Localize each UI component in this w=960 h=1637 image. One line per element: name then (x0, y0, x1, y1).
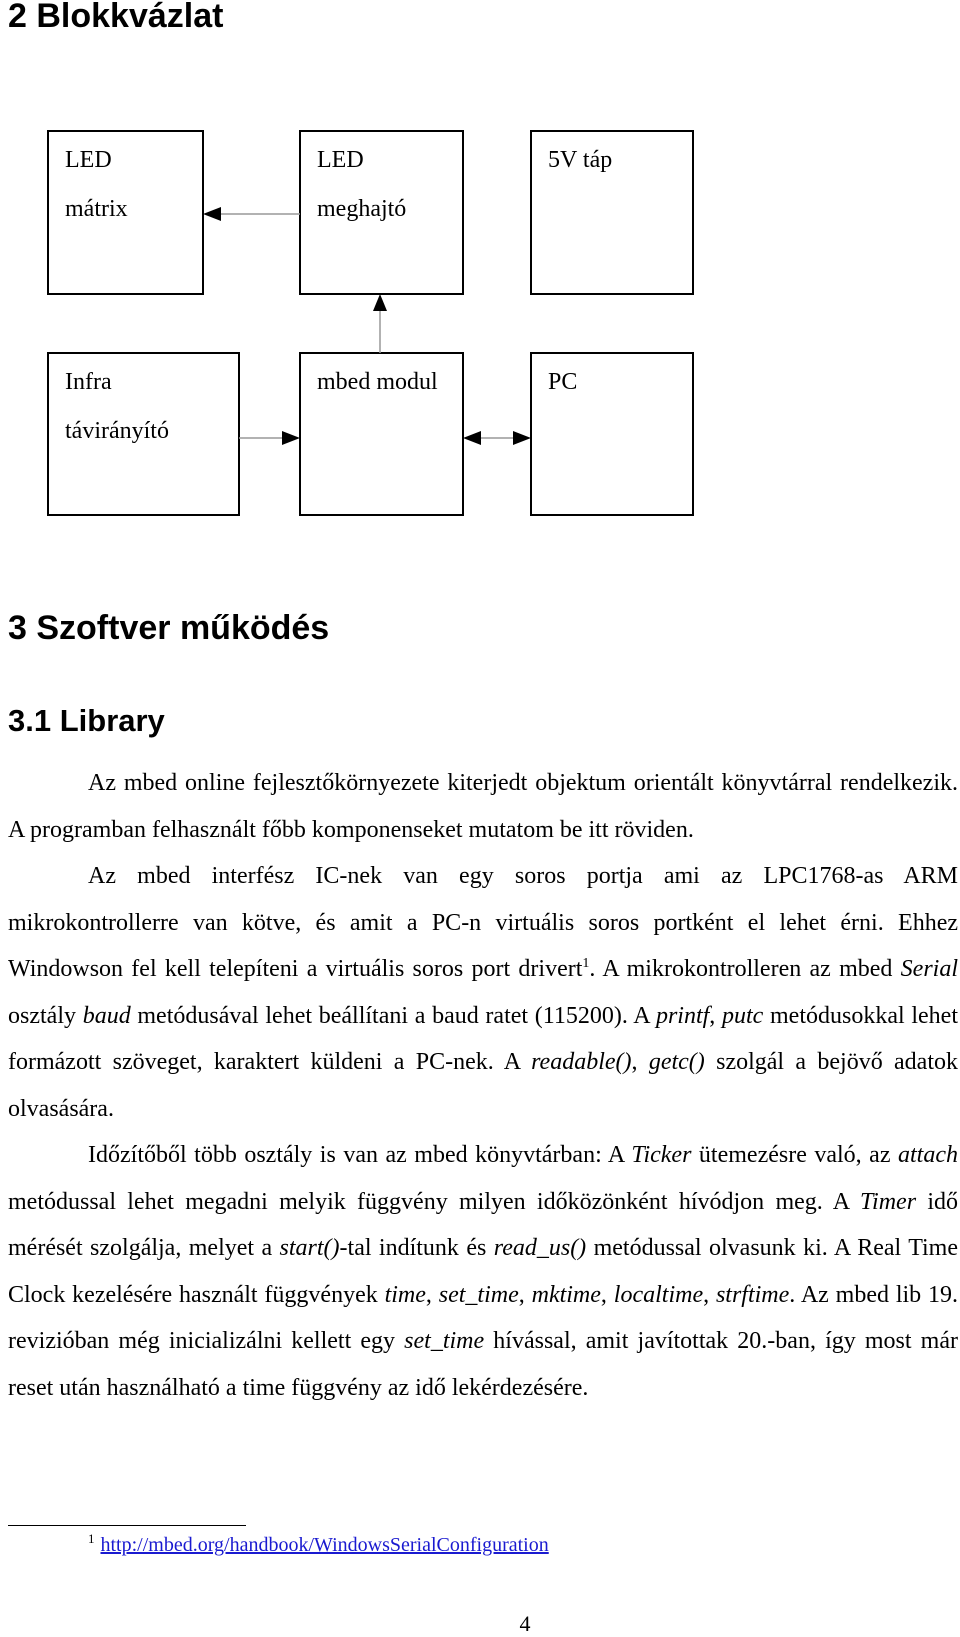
code-term: baud (82, 1002, 131, 1029)
text-run: , (703, 1281, 716, 1308)
code-term: time (384, 1281, 426, 1308)
footnote-link[interactable]: http://mbed.org/handbook/WindowsSerialConfiguration (100, 1534, 549, 1556)
text-run: metódussal lehet megadni melyik függvény milyen időközönként hívódjon meg. A (8, 1188, 861, 1215)
arrowhead-mbed-side (463, 431, 481, 445)
text-run: idő mérését szolgálja, melyet a (8, 1188, 958, 1261)
box-led-matrix-label-1: LED (65, 147, 112, 173)
arrowhead-to-matrix (203, 207, 221, 221)
box-5v-supply-label: 5V táp (548, 147, 613, 173)
text-run: szolgál a bejövő adatok olvasására. (8, 1049, 958, 1122)
text-run: , (600, 1281, 614, 1308)
text-run: metódussal olvasunk ki. A Real Time Clock kezelésére használt függvények (8, 1235, 958, 1308)
text-run: . Az mbed lib 19. revizióban még inicializálni kellett egy (8, 1281, 959, 1354)
section-3-1-heading: 3.1 Library (8, 703, 165, 738)
text-run: metódusával lehet beállítani a baud ratet (115200). A (130, 1002, 656, 1029)
text-run: , (518, 1281, 532, 1308)
text-run: hívással, amit javítottak 20.-ban, így most már reset után használható a time függvény az idő lekérdezésére. (8, 1328, 958, 1401)
paragraph-1: Az mbed online fejlesztőkörnyezete kiterjedt objektum orientált könyvtárral rendelkezik. A programban felhasznált főbb komponenseket mutatom be itt röviden. (8, 770, 958, 843)
box-led-driver-label-1: LED (317, 147, 364, 173)
footnote-separator (8, 1525, 246, 1526)
text-run: ütemezésre való, az (691, 1142, 898, 1168)
page-number: 4 (519, 1611, 531, 1636)
block-diagram (0, 0, 960, 560)
code-term: read_us() (493, 1235, 587, 1261)
code-term: set_time (404, 1328, 485, 1354)
code-term: getc() (648, 1049, 705, 1075)
code-term: strftime (715, 1281, 790, 1308)
box-infra-label-2: távirányító (65, 418, 169, 444)
paragraph-2 (8, 853, 958, 1132)
code-term: mktime (531, 1281, 601, 1308)
arrowhead-to-driver (373, 294, 387, 311)
footnote-ref: 1 (582, 956, 590, 971)
code-term: putc (721, 1002, 764, 1029)
text-run: Időzítőből több osztály is van az mbed könyvtárban: A (88, 1142, 632, 1168)
section-3-heading: 3 Szoftver működés (8, 609, 330, 647)
code-term: readable() (531, 1049, 632, 1075)
box-led-matrix-label-2: mátrix (65, 196, 128, 222)
arrowhead-pc-side (513, 431, 531, 445)
code-term: Serial (900, 956, 958, 982)
text-run: , (631, 1049, 649, 1075)
box-mbed-label: mbed modul (317, 369, 438, 395)
code-term: Timer (860, 1188, 917, 1215)
box-pc-label: PC (548, 369, 578, 395)
text-run: Az mbed interfész IC-nek van egy soros portja ami az LPC1768-as ARM mikrokontrollerre van kötve, és amit a PC-n virtuális soros portként el lehet érni. Ehhez Windowson fel kell telepíteni a virtuális soros port drivert (8, 863, 958, 982)
text-run: . A mikrokontrolleren az mbed (589, 956, 901, 982)
text-run: , (425, 1281, 439, 1308)
footnote (88, 1531, 549, 1557)
code-term: set_time (438, 1281, 519, 1308)
section-2-heading: 2 Blokkvázlat (8, 0, 224, 35)
text-run: -tal indítunk és (339, 1235, 494, 1261)
code-term: printf (655, 1002, 710, 1029)
code-term: attach (898, 1142, 958, 1168)
body-text (8, 760, 958, 1411)
code-term: Ticker (631, 1142, 692, 1168)
text-run: osztály (8, 1002, 83, 1029)
code-term: start() (279, 1235, 340, 1261)
code-term: localtime (613, 1281, 704, 1308)
text-run: metódusokkal lehet formázott szöveget, karaktert küldeni a PC-nek. A (8, 1002, 959, 1075)
footnote-number: 1 (88, 1531, 95, 1547)
box-led-driver-label-2: meghajtó (317, 196, 407, 222)
text-run: , (709, 1002, 722, 1029)
paragraph-3 (8, 1132, 958, 1411)
arrowhead-to-mbed (282, 431, 300, 445)
box-infra-label-1: Infra (65, 369, 112, 395)
